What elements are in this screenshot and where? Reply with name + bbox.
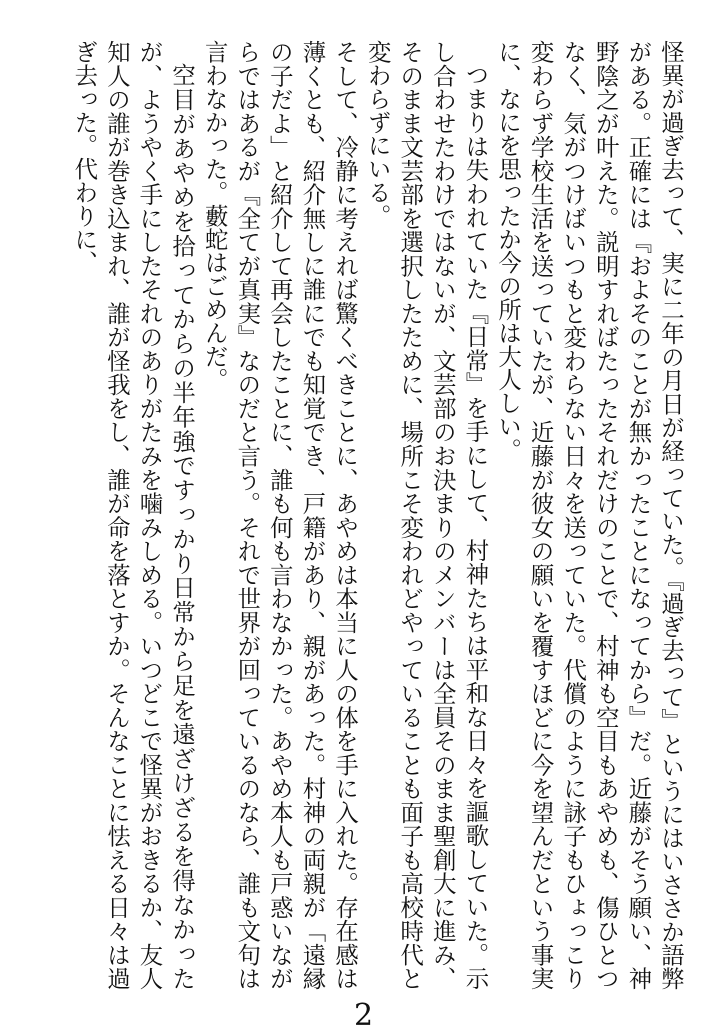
paragraph-4: 空目があやめを拾ってからの半年強ですっかり日常から足を遠ざけざるを得なかったが、ようやく手にしたそれのありがたみを噛みしめる。いつどこで怪異がおきるか、友人知人の誰が巻き込まれ、誰が怪我をし、誰が命を落とすか。そんなことに怯える日々は過ぎ去った。代わりに、 xyxy=(70,40,197,990)
page-number: 2 xyxy=(353,998,374,1033)
vertical-text-body xyxy=(32,40,687,990)
paragraph-2: つまりは失われていた『日常』を手にして、村神たちは平和な日々を謳歌していた。示し合わせたわけではないが、文芸部のお決まりのメンバーは全員そのまま聖創大に進み、そのまま文芸部を選択したために、場所こそ変われどやっていることも面子も高校時代と変わらずにいる。 xyxy=(363,40,490,990)
paragraph-1: 怪異が過ぎ去って、実に二年の月日が経っていた。『過ぎ去って』というにはいささか語弊がある。正確には『およそのことが無かったことになってから』だ。近藤がそう願い、神野陰之が叶えた。説明すればたったそれだけのことで、村神も空目もあやめも、傷ひとつなく、気がつけばいつもと変わらない日々を送っていた。代償のように詠子もひょっこり変わらず学校生活を送っていたが、近藤が彼女の願いを覆すほどに今を望んだという事実に、なにを思ったか今の所は大人しい。 xyxy=(494,40,685,990)
paragraph-3: そして、冷静に考えれば驚くべきことに、あやめは本当に人の体を手に入れた。存在感は薄くとも、紹介無しに誰にでも知覚でき、戸籍があり、親があった。村神の両親が「遠縁の子だよ」と紹介して再会したことに、誰も何も言わなかった。あやめ本人も戸惑いながらではあるが『全てが真実』なのだと言う。それで世界が回っているのなら、誰も文句は言わなかった。藪蛇はごめんだ。 xyxy=(200,40,360,990)
